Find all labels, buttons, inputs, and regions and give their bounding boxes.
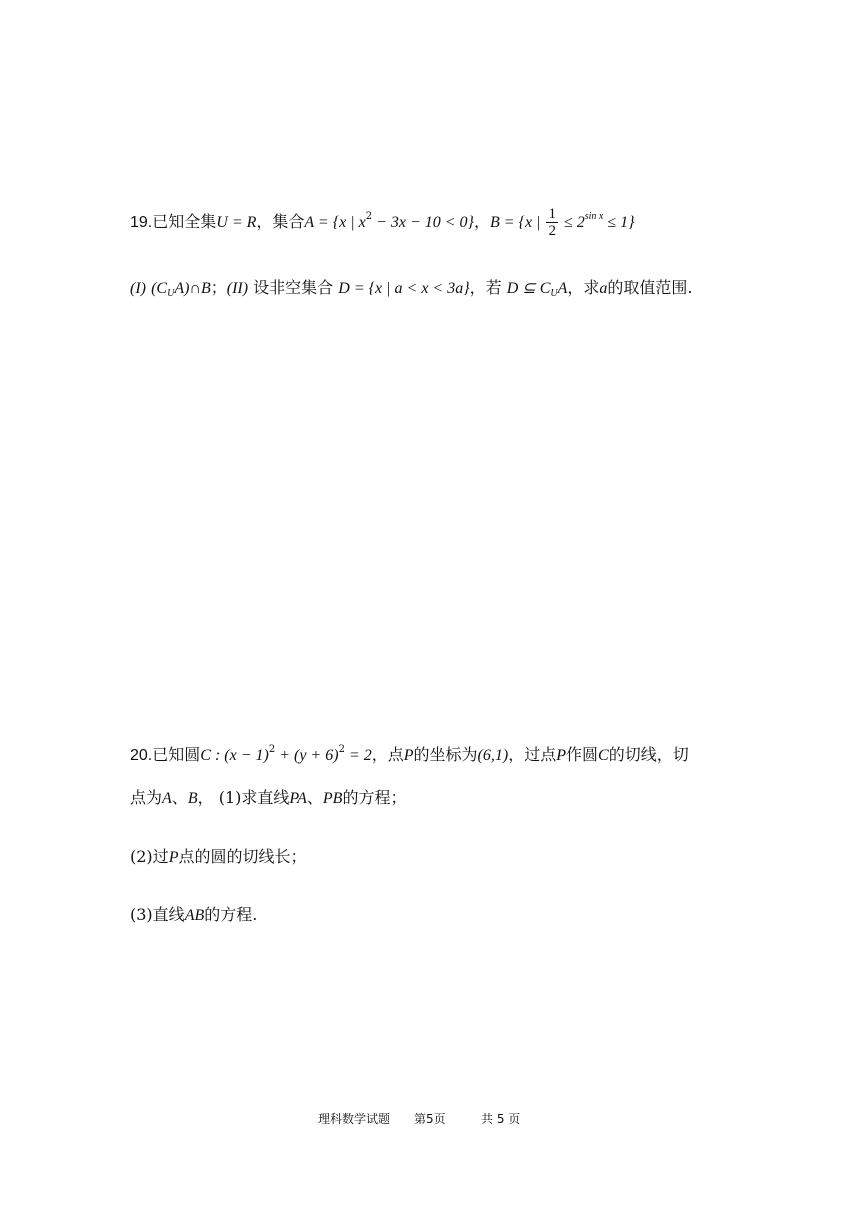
q20-line-1 [130,738,689,768]
q19-part1-expr-a: (C [151,280,168,297]
q20-text-e: 的切线，切 [608,745,689,764]
footer-page: 第5页 [414,1112,446,1126]
q19-part1-label: (I) [130,280,146,297]
q19-line-2 [130,276,693,306]
q20-intro: 已知圆 [152,745,201,764]
q19-intro: 已知全集 [152,212,217,231]
q19-sin-exponent: sin x [584,211,604,222]
q20-sub2-text-b: 点的圆的切线长； [178,847,307,866]
q19-set-a: A = {x | x [304,214,366,231]
q20-circle-a: C : (x − 1) [200,747,269,764]
q20-point-p: P [403,747,414,764]
q20-line-pb: PB [322,790,343,807]
q20-point-p2: P [556,747,566,764]
q19-square: 2 [365,211,373,222]
q19-part2-text-a: 设非空集合 [253,278,334,297]
q19-fraction [546,206,558,239]
q20-number: 20. [130,747,153,764]
q20-circle-c-name: C [598,747,609,764]
q19-sep: ，集合 [256,212,305,231]
q20-text-d: 作圆 [566,745,599,764]
q20-sq1: 2 [268,744,276,755]
q19-universal-set: U = R [216,214,257,231]
q20-text-b: 的坐标为 [413,745,478,764]
q19-number: 19. [130,214,153,231]
q20-text-a: ，点 [371,745,404,764]
footer-subject: 理科数学试题 [318,1112,391,1126]
q20-sub3-text-b: 的方程. [204,905,258,924]
q19-set-a-tail: − 3x − 10 < 0} [372,214,474,231]
q20-line2-b: ， [197,788,214,807]
q19-frac-denominator: 2 [548,223,556,239]
q19-part2-cond-a: D ⊆ C [506,280,551,297]
q19-part-sep: ； [210,278,227,297]
q19-part2-cond-b: A [557,280,568,297]
q20-sub1-text-a: 求直线 [241,788,290,807]
q20-dun: 、 [171,788,188,807]
q19-part2-set-d: D = {x | a < x < 3a} [338,280,470,297]
q19-part2-label: (II) [226,280,249,297]
q19-set-b-head: B = {x | [489,214,545,231]
q20-line-pa: PA [289,790,307,807]
q19-set-b-tail: ≤ 1} [603,214,635,231]
q19-line-1 [130,205,635,239]
q20-sub3-text-a: 直线 [152,905,185,924]
q19-frac-numerator: 1 [548,206,556,222]
q19-part1-expr-b: A)∩B [174,280,211,297]
q19-set-b-mid: ≤ 2 [559,214,585,231]
q19-part2-var: a [599,280,608,297]
q20-line-3 [130,845,306,870]
q20-point-a: A [162,790,172,807]
q20-coord: (6,1) [477,747,509,764]
q19-part2-text-d: 的取值范围. [607,278,693,297]
q20-point-b: B [187,790,198,807]
footer-total: 共 5 页 [481,1112,521,1126]
q20-sub1-text-b: 的方程； [342,788,407,807]
q20-line-4 [130,903,257,928]
q20-sub1-label: (1) [218,788,242,807]
q19-comma: ， [473,212,490,231]
q20-sub2-p: P [168,849,179,866]
q20-sub2-text-a: 过 [152,847,169,866]
q19-part2-text-c: ，求 [567,278,600,297]
q20-line-2 [130,786,406,811]
q20-circle-c: = 2 [344,747,372,764]
q19-part2-cond-sub: U [550,288,558,299]
q19-part1-sub: U [167,288,175,299]
q20-sub3-label: (3) [130,905,153,924]
q20-sub3-ab: AB [184,907,205,924]
q20-sub2-label: (2) [130,847,153,866]
q20-line2-a: 点为 [130,788,163,807]
q19-part2-text-b: ，若 [469,278,502,297]
q20-text-c: ，过点 [508,745,557,764]
q20-sq2: 2 [338,744,345,755]
q20-circle-b: + (y + 6) [275,747,339,764]
q20-dun2: 、 [306,788,323,807]
